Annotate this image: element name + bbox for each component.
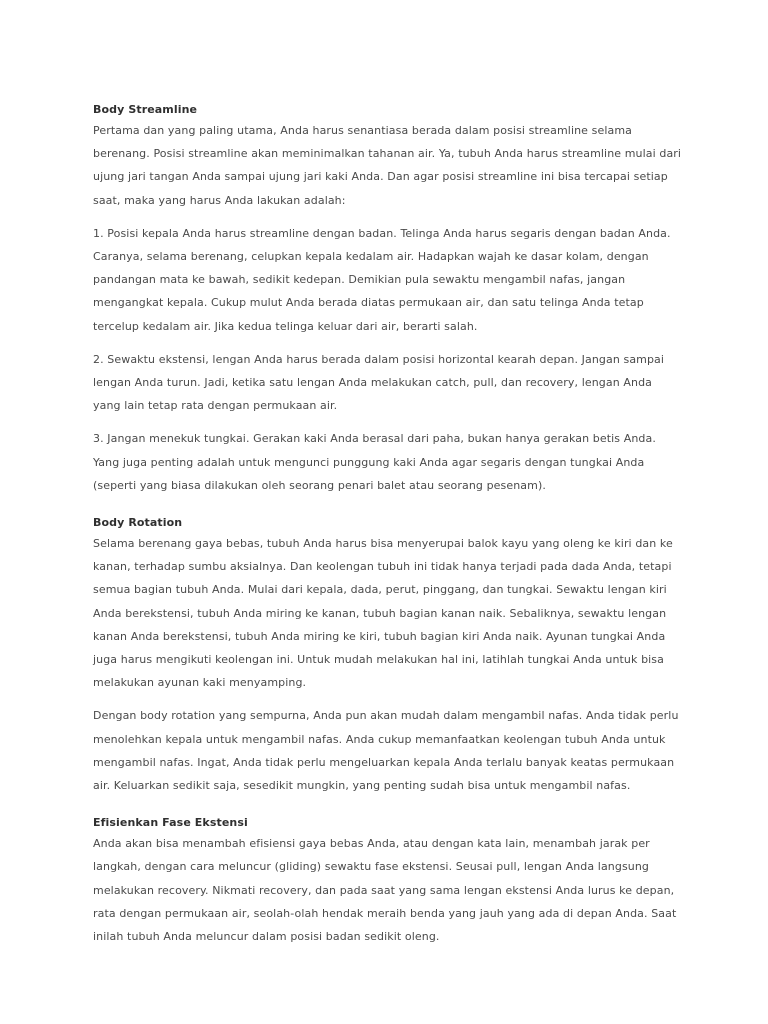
paragraph: Pertama dan yang paling utama, Anda harus senantiasa berada dalam posisi streamline selama berenang. Posisi streamline akan meminimalkan tahanan air. Ya, tubuh Anda harus streamline mulai dari ujung jari tangan Anda sampai ujung jari kaki Anda. Dan agar posisi streamline ini bisa tercapai setiap saat, maka yang harus Anda lakukan adalah: (93, 124, 682, 207)
paragraph: 1. Posisi kepala Anda harus streamline dengan badan. Telinga Anda harus segaris dengan badan Anda. Caranya, selama berenang, celupkan kepala kedalam air. Hadapkan wajah ke dasar kolam, dengan pandangan mata ke bawah, sedikit kedepan. Demikian pula sewaktu mengambil nafas, jangan mengangkat kepala. Cukup mulut Anda berada diatas permukaan air, dan satu telinga Anda tetap tercelup kedalam air. Jika kedua telinga keluar dari air, berarti salah. (93, 226, 671, 333)
section-body-streamline (93, 101, 683, 497)
section-body-rotation (93, 514, 683, 797)
paragraph: 2. Sewaktu ekstensi, lengan Anda harus berada dalam posisi horizontal kearah depan. Jangan sampai lengan Anda turun. Jadi, ketika satu lengan Anda melakukan catch, pull, dan recovery, lengan Anda yang lain tetap rata dengan permukaan air. (93, 352, 665, 413)
paragraph: Selama berenang gaya bebas, tubuh Anda harus bisa menyerupai balok kayu yang oleng ke kiri dan ke kanan, terhadap sumbu aksialnya. Dan keolengan tubuh ini tidak hanya terjadi pada dada Anda, tetapi semua bagian tubuh Anda. Mulai dari kepala, dada, perut, pinggang, dan tungkai. Sewaktu lengan kiri Anda berekstensi, tubuh Anda miring ke kanan, tubuh bagian kanan naik. Sebaliknya, sewaktu lengan kanan Anda berekstensi, tubuh Anda miring ke kiri, tubuh bagian kiri Anda naik. Ayunan tungkai Anda juga harus mengikuti keolengan ini. Untuk mudah melakukan hal ini, latihlah tungkai Anda untuk bisa melakukan ayunan kaki menyamping. (93, 537, 673, 690)
paragraph: 3. Jangan menekuk tungkai. Gerakan kaki Anda berasal dari paha, bukan hanya gerakan betis Anda. Yang juga penting adalah untuk mengunci punggung kaki Anda agar segaris dengan tungkai Anda (seperti yang biasa dilakukan oleh seorang penari balet atau seorang pesenam). (93, 432, 656, 492)
section-heading: Efisienkan Fase Ekstensi (93, 816, 248, 830)
document-page (93, 101, 683, 965)
section-heading: Body Rotation (93, 516, 183, 530)
section-heading: Body Streamline (93, 103, 198, 116)
section-efisienkan-fase-ekstensi (93, 814, 683, 948)
paragraph: Anda akan bisa menambah efisiensi gaya bebas Anda, atau dengan kata lain, menambah jarak per langkah, dengan cara meluncur (gliding) sewaktu fase ekstensi. Seusai pull, lengan Anda langsung melakukan recovery. Nikmati recovery, dan pada saat yang sama lengan ekstensi Anda lurus ke depan, rata dengan permukaan air, seolah-olah hendak meraih benda yang jauh yang ada di depan Anda. Saat inilah tubuh Anda meluncur dalam posisi badan sedikit oleng. (93, 837, 677, 944)
paragraph: Dengan body rotation yang sempurna, Anda pun akan mudah dalam mengambil nafas. Anda tidak perlu menolehkan kepala untuk mengambil nafas. Anda cukup memanfaatkan keolengan tubuh Anda untuk mengambil nafas. Ingat, Anda tidak perlu mengeluarkan kepala Anda terlalu banyak keatas permukaan air. Keluarkan sedikit saja, sesedikit mungkin, yang penting sudah bisa untuk mengambil nafas. (93, 709, 679, 793)
